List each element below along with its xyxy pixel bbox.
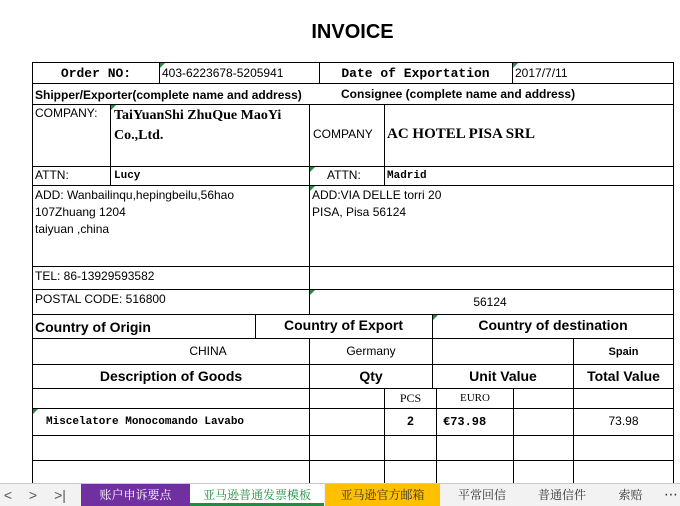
next-sheet-button[interactable]: > xyxy=(28,487,38,503)
item-total-value[interactable]: 73.98 xyxy=(608,414,639,428)
attn-value-left[interactable]: Lucy xyxy=(114,170,141,182)
consignee-header: Consignee (complete name and address) xyxy=(341,87,576,101)
date-of-exportation-value[interactable]: 2017/7/11 xyxy=(515,66,568,80)
company-label-right: COMPANY xyxy=(313,127,373,141)
description-of-goods-header: Description of Goods xyxy=(99,368,243,384)
country-of-origin-value[interactable]: CHINA xyxy=(189,344,227,358)
attn-label-left: ATTN: xyxy=(35,168,69,182)
country-of-destination-value[interactable]: Spain xyxy=(608,346,639,358)
tab-normal-reply[interactable]: 平常回信 xyxy=(457,488,506,502)
more-tabs-icon[interactable]: ⋯ xyxy=(664,487,678,503)
company-name-right[interactable]: AC HOTEL PISA SRL xyxy=(387,126,535,142)
tab-account-appeal[interactable]: 账户申诉要点 xyxy=(81,484,190,506)
country-of-export-label: Country of Export xyxy=(284,317,403,333)
country-of-destination-label: Country of destination xyxy=(478,317,628,333)
tab-claim[interactable]: 索赔 xyxy=(618,488,643,502)
tab-normal-letter[interactable]: 普通信件 xyxy=(537,488,586,502)
order-no-label: Order NO: xyxy=(60,66,132,81)
currency[interactable]: EURO xyxy=(460,392,490,404)
country-of-export-value[interactable]: Germany xyxy=(346,344,396,358)
company-name-left-line1[interactable]: TaiYuanShi ZhuQue MaoYi xyxy=(114,108,282,123)
order-no-value[interactable]: 403-6223678-5205941 xyxy=(162,66,284,80)
item-qty[interactable]: 2 xyxy=(407,414,414,428)
postal-code-right[interactable]: 56124 xyxy=(473,295,507,309)
qty-unit[interactable]: PCS xyxy=(399,391,422,405)
address-left-line2[interactable]: 107Zhuang 1204 xyxy=(35,205,126,219)
qty-header: Qty xyxy=(359,368,383,384)
attn-value-right[interactable]: Madrid xyxy=(387,170,427,182)
total-value-header: Total Value xyxy=(587,368,660,384)
postal-code-left[interactable]: POSTAL CODE: 516800 xyxy=(35,292,166,306)
item-description[interactable]: Miscelatore Monocomando Lavabo xyxy=(46,416,245,428)
address-right-line2[interactable]: PISA, Pisa 56124 xyxy=(312,205,407,219)
company-label-left: COMPANY: xyxy=(35,106,98,120)
shipper-exporter-header: Shipper/Exporter(complete name and address) xyxy=(35,88,302,102)
address-left-line1[interactable]: ADD: Wanbailinqu,hepingbeilu,56hao xyxy=(35,188,235,202)
last-sheet-button[interactable]: >| xyxy=(54,487,66,503)
unit-value-header: Unit Value xyxy=(469,368,537,384)
country-of-origin-label: Country of Origin xyxy=(35,319,151,335)
address-left-line3[interactable]: taiyuan ,china xyxy=(35,222,110,236)
address-right-line1[interactable]: ADD:VIA DELLE torri 20 xyxy=(312,188,442,202)
tel[interactable]: TEL: 86-13929593582 xyxy=(35,269,155,283)
attn-label-right: ATTN: xyxy=(327,168,361,182)
item-unit-value[interactable]: €73.98 xyxy=(443,415,487,429)
sheet-tab-bar xyxy=(0,483,680,506)
company-name-left-line2[interactable]: Co.,Ltd. xyxy=(114,128,164,143)
date-of-exportation-label: Date of Exportation xyxy=(341,66,490,81)
tab-official-email[interactable]: 亚马逊官方邮箱 xyxy=(325,484,440,506)
prev-sheet-button[interactable]: < xyxy=(3,487,13,503)
invoice-title: INVOICE xyxy=(311,21,394,43)
tab-invoice-template[interactable]: 亚马逊普通发票模板 xyxy=(190,484,324,506)
